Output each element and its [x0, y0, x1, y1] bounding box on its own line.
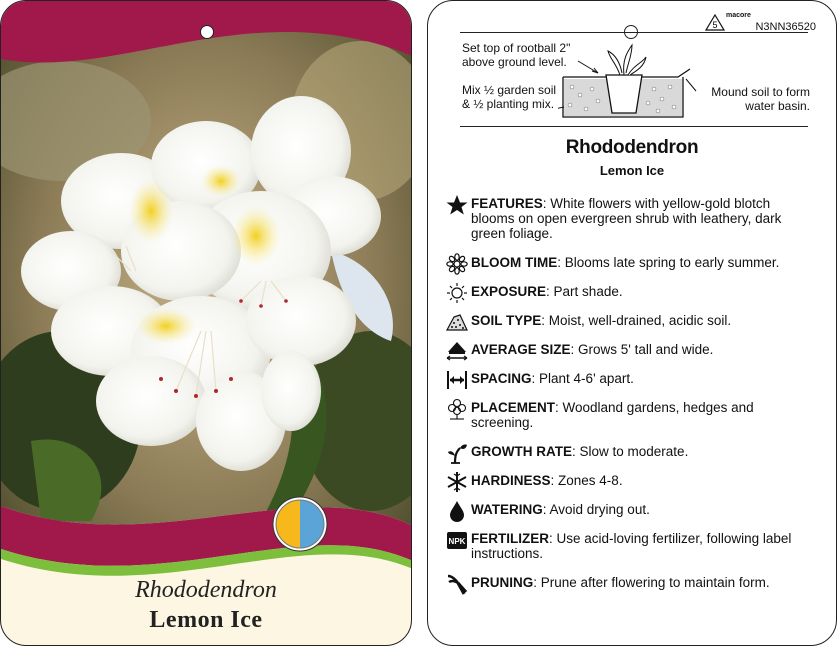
back-title: Rhododendron — [565, 137, 699, 158]
pruners-icon — [446, 573, 468, 595]
flower-icon — [446, 253, 468, 275]
front-genus-name: Rhododendron — [135, 577, 277, 603]
attribute-hardiness: HARDINESS: Zones 4-8. — [446, 473, 816, 488]
spacing-icon — [446, 369, 468, 391]
growth-icon — [446, 442, 468, 464]
back-tag — [427, 0, 837, 646]
attribute-exposure: EXPOSURE: Part shade. — [446, 284, 816, 299]
attribute-fertilizer: NPK FERTILIZER: Use acid-loving fertilizer, following label instructions. — [446, 531, 816, 561]
recycle-icon — [705, 14, 725, 32]
water-drop-icon — [446, 500, 468, 522]
attribute-growth-rate: GROWTH RATE: Slow to moderate. — [446, 444, 816, 459]
placement-icon — [446, 398, 468, 420]
product-code: N3NN36520 — [755, 21, 816, 33]
attribute-pruning: PRUNING: Prune after flowering to maintain form. — [446, 575, 816, 590]
section-divider — [460, 126, 808, 127]
soil-mix-note: Mix ½ garden soil & ½ planting mix. — [462, 83, 557, 111]
size-icon — [446, 340, 468, 362]
fertilizer-icon — [446, 529, 468, 551]
snowflake-icon — [446, 471, 468, 493]
svg-text:5: 5 — [712, 20, 718, 30]
rootball-note: Set top of rootball 2" above ground level. — [462, 41, 571, 69]
attribute-soil-type: SOIL TYPE: Moist, well-drained, acidic soil. — [446, 313, 816, 328]
brand-mark: macore — [726, 12, 751, 19]
attribute-placement: PLACEMENT: Woodland gardens, hedges and screening. — [446, 400, 816, 430]
part-shade-badge-icon — [272, 496, 328, 552]
attribute-bloom-time: BLOOM TIME: Blooms late spring to early summer. — [446, 255, 816, 270]
soil-icon — [446, 311, 468, 333]
mound-note: Mound soil to form water basin. — [711, 85, 810, 113]
attribute-features: FEATURES: White flowers with yellow-gold blotch blooms on open evergreen shrub with leathery, dark green foliage. — [446, 196, 816, 241]
hanging-hole — [200, 25, 214, 39]
attribute-average-size: AVERAGE SIZE: Grows 5' tall and wide. — [446, 342, 816, 357]
front-artwork — [1, 1, 412, 646]
front-tag — [0, 0, 412, 646]
svg-text:NPK: NPK — [448, 537, 466, 546]
back-subtitle: Lemon Ice — [599, 163, 665, 178]
flower-photo — [1, 1, 412, 561]
front-cultivar-name: Lemon Ice — [149, 607, 263, 633]
attribute-spacing: SPACING: Plant 4-6' apart. — [446, 371, 816, 386]
attribute-watering: WATERING: Avoid drying out. — [446, 502, 816, 517]
star-icon — [446, 194, 468, 216]
sun-icon — [446, 282, 468, 304]
planting-diagram-icon — [558, 43, 698, 119]
